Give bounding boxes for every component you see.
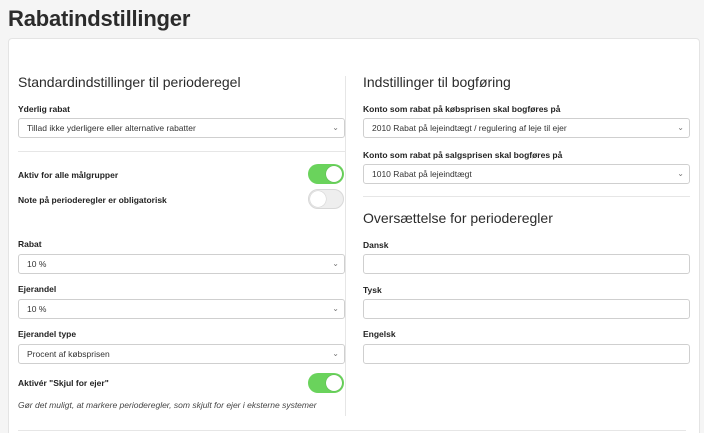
- hide-for-owner-toggle[interactable]: [308, 373, 344, 393]
- german-label: Tysk: [363, 285, 382, 295]
- purchase-account-select[interactable]: [363, 118, 690, 138]
- owner-share-type-value: Procent af købsprisen: [27, 349, 110, 359]
- toggle-knob: [326, 166, 342, 182]
- active-all-groups-label: Aktiv for alle målgrupper: [18, 170, 119, 180]
- hide-for-owner-hint: Gør det muligt, at markere perioderegler, som skjult for ejer i eksterne systemer: [18, 400, 317, 410]
- owner-share-label: Ejerandel: [18, 284, 57, 294]
- note-required-toggle[interactable]: [308, 189, 344, 209]
- page-title: Rabatindstillinger: [8, 6, 191, 31]
- sales-account-label: Konto som rabat på salgsprisen skal bogføres på: [363, 150, 563, 160]
- danish-input[interactable]: [363, 254, 690, 274]
- english-input[interactable]: [363, 344, 690, 364]
- german-input[interactable]: [363, 299, 690, 319]
- left-section-title: Standardindstillinger til perioderegel: [18, 74, 241, 90]
- owner-share-type-label: Ejerandel type: [18, 329, 77, 339]
- extra-discount-value: Tillad ikke yderligere eller alternative rabatter: [27, 123, 196, 133]
- chevron-down-icon: ⌄: [332, 349, 339, 358]
- settings-card: [8, 38, 700, 433]
- english-label: Engelsk: [363, 329, 396, 339]
- extra-discount-select[interactable]: [18, 118, 345, 138]
- divider: [363, 196, 690, 197]
- purchase-account-label: Konto som rabat på købsprisen skal bogføres på: [363, 104, 561, 114]
- danish-label: Dansk: [363, 240, 389, 250]
- bottom-divider: [18, 430, 686, 431]
- discount-select[interactable]: [18, 254, 345, 274]
- chevron-down-icon: ⌄: [332, 259, 339, 268]
- translation-section-title: Oversættelse for perioderegler: [363, 210, 553, 226]
- toggle-knob: [310, 191, 326, 207]
- discount-label: Rabat: [18, 239, 42, 249]
- column-divider: [345, 76, 346, 416]
- hide-for-owner-label: Aktivér "Skjul for ejer": [18, 378, 109, 388]
- owner-share-select[interactable]: [18, 299, 345, 319]
- sales-account-select[interactable]: [363, 164, 690, 184]
- active-all-groups-toggle[interactable]: [308, 164, 344, 184]
- extra-discount-label: Yderlig rabat: [18, 104, 70, 114]
- owner-share-value: 10 %: [27, 304, 47, 314]
- right-section-title: Indstillinger til bogføring: [363, 74, 511, 90]
- chevron-down-icon: ⌄: [677, 123, 684, 132]
- note-required-label: Note på perioderegler er obligatorisk: [18, 195, 167, 205]
- discount-value: 10 %: [27, 259, 47, 269]
- owner-share-type-select[interactable]: [18, 344, 345, 364]
- toggle-knob: [326, 375, 342, 391]
- chevron-down-icon: ⌄: [332, 123, 339, 132]
- purchase-account-value: 2010 Rabat på lejeindtægt / regulering af leje til ejer: [372, 123, 567, 133]
- chevron-down-icon: ⌄: [677, 169, 684, 178]
- divider: [18, 151, 345, 152]
- sales-account-value: 1010 Rabat på lejeindtægt: [372, 169, 472, 179]
- chevron-down-icon: ⌄: [332, 304, 339, 313]
